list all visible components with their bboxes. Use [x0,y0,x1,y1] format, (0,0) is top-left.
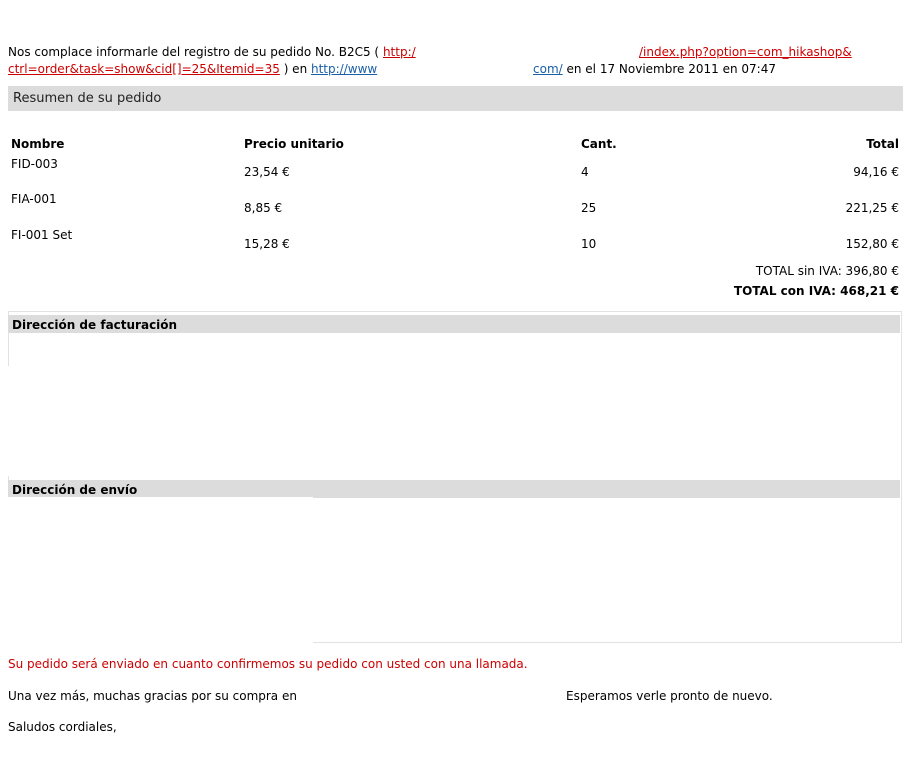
row-1-price: 23,54 € [244,165,290,179]
row-1-qty: 4 [581,165,589,179]
redaction-area [7,497,313,647]
order-notice: Su pedido será enviado en cuanto confirmemos su pedido con usted con una llamada. [8,657,528,671]
regards-text: Saludos cordiales, [8,720,117,734]
intro-text-2: ) en [283,62,308,76]
order-date-text: en el 17 Noviembre 2011 en 07:47 [566,62,776,76]
row-1-name: FID-003 [11,157,58,171]
shipping-address-title: Dirección de envío [12,483,138,497]
redaction-area [7,366,11,476]
intro-line-1 [8,45,416,59]
order-link-part-1[interactable]: http:/ [382,45,416,59]
intro-text: Nos complace informarle del registro de su pedido No. B2C5 ( [8,45,380,59]
intro-line-2b [533,62,776,76]
billing-address-header [8,315,900,333]
order-link-part-2[interactable]: /index.php?option=com_hikashop& [639,45,852,59]
row-3-price: 15,28 € [244,237,290,251]
row-1-total: 94,16 € [853,165,899,179]
col-header-name: Nombre [11,137,65,151]
site-link-part-2[interactable]: com/ [533,62,563,76]
row-3-qty: 10 [581,237,597,251]
row-2-name: FIA-001 [11,192,57,206]
row-2-total: 221,25 € [845,201,899,215]
total-with-tax: TOTAL con IVA: 468,21 € [733,284,899,298]
row-3-total: 152,80 € [845,237,899,251]
row-2-price: 8,85 € [244,201,283,215]
order-link-part-3[interactable]: ctrl=order&task=show&cid[]=25&Itemid=35 [8,62,280,76]
shipping-address-header [8,480,900,498]
thanks-text: Una vez más, muchas gracias por su compra en [8,689,297,703]
billing-address-title: Dirección de facturación [12,318,178,332]
intro-line-2 [8,62,377,76]
summary-header [8,86,903,111]
summary-title: Resumen de su pedido [13,91,162,106]
site-link-part-1[interactable]: http://www [311,62,378,76]
row-2-qty: 25 [581,201,597,215]
see-you-text: Esperamos verle pronto de nuevo. [566,689,773,703]
total-without-tax: TOTAL sin IVA: 396,80 € [755,264,899,278]
col-header-price: Precio unitario [244,137,344,151]
col-header-total: Total [866,137,899,151]
col-header-qty: Cant. [581,137,617,151]
row-3-name: FI-001 Set [11,228,73,242]
